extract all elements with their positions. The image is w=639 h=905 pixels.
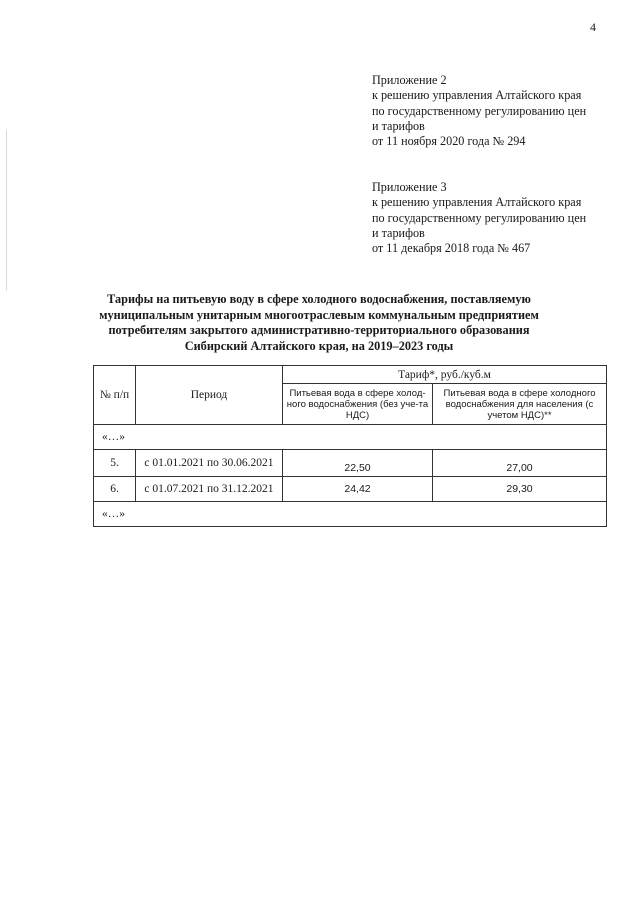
page-number: 4: [590, 20, 596, 34]
appendix-3-line: к решению управления Алтайского края: [372, 195, 582, 210]
row-period: с 01.07.2021 по 31.12.2021: [136, 477, 283, 502]
subheader-without-vat: Питьевая вода в сфере холод-ного водоснабжения (без уче-та НДС): [283, 384, 433, 425]
ellipsis-row: «…»: [94, 425, 607, 450]
header-tariff: Тариф*, руб./куб.м: [283, 366, 607, 384]
appendix-2-line: от 11 ноября 2020 года № 294: [372, 134, 526, 149]
title-line: муниципальным унитарным многоотраслевым коммунальным предприятием: [99, 307, 539, 322]
title-line: Тарифы на питьевую воду в сфере холодного водоснабжения, поставляемую: [107, 292, 531, 306]
row-value-with-vat: 27,00: [433, 450, 607, 477]
row-num: 5.: [94, 450, 136, 477]
scan-margin-line: [6, 130, 7, 290]
row-value-with-vat: 29,30: [433, 477, 607, 502]
ellipsis-row: «…»: [94, 502, 607, 527]
table-row: [94, 477, 607, 502]
title-line: потребителям закрытого административно-территориального образования: [108, 323, 530, 337]
table-header-row: [94, 366, 607, 384]
table-row: [94, 425, 607, 450]
header-period: Период: [136, 366, 283, 425]
title-line: Сибирский Алтайского края, на 2019–2023 годы: [184, 338, 454, 353]
subheader-with-vat: Питьевая вода в сфере холодного водоснабжения для населения (с учетом НДС)**: [433, 384, 607, 425]
appendix-3-line: и тарифов: [372, 225, 425, 240]
appendix-3-line: Приложение 3: [372, 180, 447, 194]
appendix-3-line: от 11 декабря 2018 года № 467: [372, 241, 531, 256]
appendix-2-block: [372, 73, 622, 149]
row-period: с 01.01.2021 по 30.06.2021: [136, 450, 283, 477]
appendix-2-line: к решению управления Алтайского края: [372, 88, 582, 103]
row-value-without-vat: 22,50: [283, 450, 433, 477]
document-title: [80, 292, 558, 354]
header-num: № п/п: [94, 366, 136, 425]
appendix-2-line: и тарифов: [372, 118, 425, 133]
row-num: 6.: [94, 477, 136, 502]
appendix-2-line: по государственному регулированию цен: [372, 103, 587, 118]
row-value-without-vat: 24,42: [283, 477, 433, 502]
appendix-2-line: Приложение 2: [372, 73, 447, 87]
appendix-3-line: по государственному регулированию цен: [372, 210, 587, 225]
table-row: [94, 450, 607, 477]
table-row: [94, 502, 607, 527]
appendix-3-block: [372, 180, 622, 256]
tariff-table: [93, 365, 607, 527]
